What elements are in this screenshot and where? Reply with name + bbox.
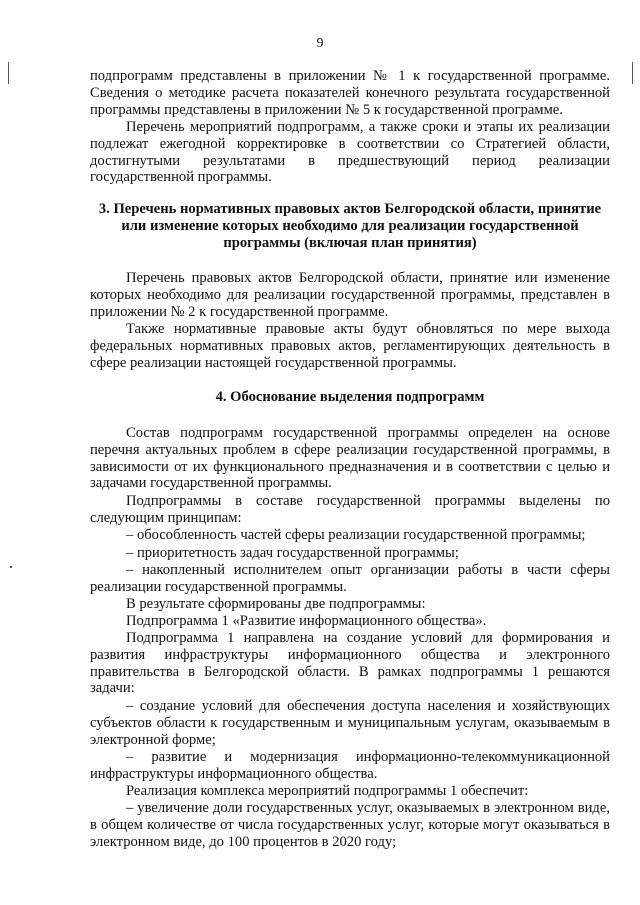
page-number: 9 xyxy=(316,36,324,51)
paragraph-principles: Подпрограммы в составе государственной программы выделены по следующим принципам: xyxy=(90,493,610,526)
scan-speck xyxy=(10,566,12,568)
paragraph-implementation: Реализация комплекса мероприятий подпрограммы 1 обеспечит: xyxy=(126,783,529,799)
list-item-principle-1: – обособленность частей сферы реализации государственной программы; xyxy=(126,527,586,543)
list-item-task-1: – создание условий для обеспечения доступа населения и хозяйствующих субъектов области к государственным и муниципальным услугам, оказываемым в электронной форме; xyxy=(90,698,610,748)
paragraph-legal-acts: Перечень правовых актов Белгородской области, принятие или изменение которых необходимо для реализации государственной программы, представлен в приложении № 2 к государственной программе. xyxy=(90,270,610,320)
paragraph-subprogram-1-aim: Подпрограмма 1 направлена на создание условий для формирования и развития инфраструктуры информационного общества и электронного правительства в Белгородской области. В рамках подпрограммы 1 решаются задачи: xyxy=(90,630,610,697)
list-item-principle-2: – приоритетность задач государственной программы; xyxy=(126,545,459,561)
list-item-principle-3: – накопленный исполнителем опыт организации работы в части сферы реализации государственной программы. xyxy=(90,562,610,595)
paragraph-intro: подпрограмм представлены в приложении № 1 к государственной программе. Сведения о методике расчета показателей конечного результата государственной программы представлены в приложении № 5 к государственной программе. xyxy=(90,68,610,118)
scan-margin-mark xyxy=(8,62,9,84)
paragraph-measures: Перечень мероприятий подпрограмм, а также сроки и этапы их реализации подлежат ежегодной корректировке в соответствии со Стратегией области, достигнутыми результатами в предшествующий период реализации государственной программы. xyxy=(90,119,610,186)
list-item-task-2: – развитие и модернизация информационно-телекоммуникационной инфраструктуры информационного общества. xyxy=(90,749,610,782)
paragraph-subprogram-1-title: Подпрограмма 1 «Развитие информационного общества». xyxy=(126,613,487,629)
paragraph-two-subprograms: В результате сформированы две подпрограммы: xyxy=(126,596,426,612)
scan-margin-mark xyxy=(632,62,633,84)
section-heading-4: 4. Обоснование выделения подпрограмм xyxy=(215,389,485,405)
paragraph-normative-update: Также нормативные правовые акты будут обновляться по мере выхода федеральных нормативных правовых актов, регламентирующих деятельность в сфере реализации настоящей государственной программы. xyxy=(90,321,610,371)
list-item-result-1: – увеличение доли государственных услуг, оказываемых в электронном виде, в общем количестве от числа государственных услуг, которые могут оказываться в электронном виде, до 100 процентов в 2020 году; xyxy=(90,800,610,850)
paragraph-composition: Состав подпрограмм государственной программы определен на основе перечня актуальных проблем в сфере реализации государственной программы, в зависимости от их функционального предназначения и в соответствии с целью и задачами государственной программы. xyxy=(90,425,610,492)
section-heading-3: 3. Перечень нормативных правовых актов Белгородской области, принятие или изменение которых необходимо для реализации государственной программы (включая план принятия) xyxy=(98,201,602,251)
